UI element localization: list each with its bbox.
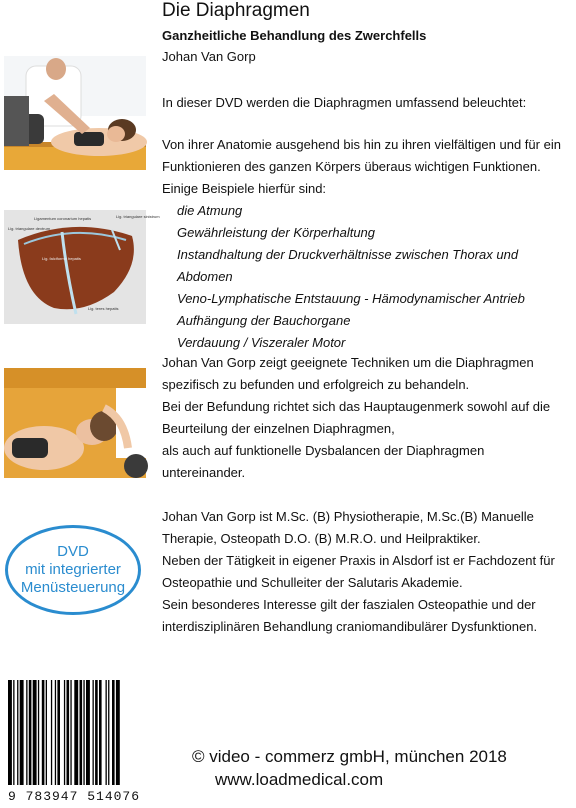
anatomy-label: Lig. teres hepatis [88,306,119,311]
text-line: Neben der Tätigkeit in eigener Praxis in Alsdorf ist er Fachdozent für [162,553,555,568]
anatomy-illustration [4,210,160,324]
text-line: Von ihrer Anatomie ausgehend bis hin zu ihren vielfältigen und für ein [162,137,561,152]
text-line: interdisziplinären Behandlung craniomandibulärer Dysfunktionen. [162,619,538,634]
text-line: untereinander. [162,465,246,480]
bio-paragraph [162,506,572,638]
barcode-bars [0,680,166,790]
text-line: Einige Beispiele hierfür sind: [162,181,327,196]
badge-line: mit integrierter [25,561,121,578]
treatment-photo-2 [4,368,146,478]
text-line: Johan Van Gorp ist M.Sc. (B) Physiotherapie, M.Sc.(B) Manuelle [162,509,534,524]
example-item: Aufhängung der Bauchorgane [177,313,351,328]
text-line: Osteopathie und Schulleiter der Salutaris Akademie. [162,575,463,590]
example-item: Veno-Lymphatische Entstauung - Hämodynamischer Antrieb [177,291,525,306]
treatment-photo-1 [4,56,146,170]
anatomy-label: Lig. triangulare dextrum [8,226,51,231]
example-item: Gewährleistung der Körperhaltung [177,225,376,240]
text-line: Johan Van Gorp zeigt geeignete Techniken um die Diaphragmen [162,355,534,370]
author-name: Johan Van Gorp [162,49,256,64]
text-line: als auch auf funktionelle Dysbalancen der Diaphragmen [162,443,485,458]
website-link[interactable]: www.loadmedical.com [215,770,384,789]
subtitle: Ganzheitliche Behandlung des Zwerchfells [162,28,427,43]
anatomy-label: Ligamentum coronarium hepatis [34,216,92,221]
text-line: Beurteilung der einzelnen Diaphragmen, [162,421,395,436]
anatomy-label: Lig. triangulare sinistrum [116,214,160,219]
page-title: Die Diaphragmen [162,0,310,21]
copyright-text: © video - commerz gmbH, münchen 2018 [192,747,507,766]
anatomy-paragraph [162,134,572,354]
example-item: Instandhaltung der Druckverhältnisse zwischen Thorax und Abdomen [177,247,519,284]
example-item: Verdauung / Viszeraler Motor [177,335,346,350]
badge-line: Menüsteuerung [20,579,126,596]
example-item: die Atmung [177,203,243,218]
technique-paragraph [162,352,572,484]
text-line: Bei der Befundung richtet sich das Hauptaugenmerk sowohl auf die [162,399,551,414]
text-line: Funktionieren des ganzen Körpers überaus wichtigen Funktionen. [162,159,541,174]
anatomy-label: Lig. falciforme hepatis [42,256,81,261]
text-line: spezifisch zu befunden und erfolgreich zu behandeln. [162,377,470,392]
text-line: Sein besonderes Interesse gilt der faszialen Osteopathie und der [162,597,536,612]
dvd-menu-badge [5,525,141,615]
text-line: Therapie, Osteopath D.O. (B) M.R.O. und Heilpraktiker. [162,531,481,546]
isbn-number: 9 783947 514076 [8,789,141,804]
badge-line: DVD [57,543,89,560]
intro-text: In dieser DVD werden die Diaphragmen umfassend beleuchtet: [162,95,527,110]
